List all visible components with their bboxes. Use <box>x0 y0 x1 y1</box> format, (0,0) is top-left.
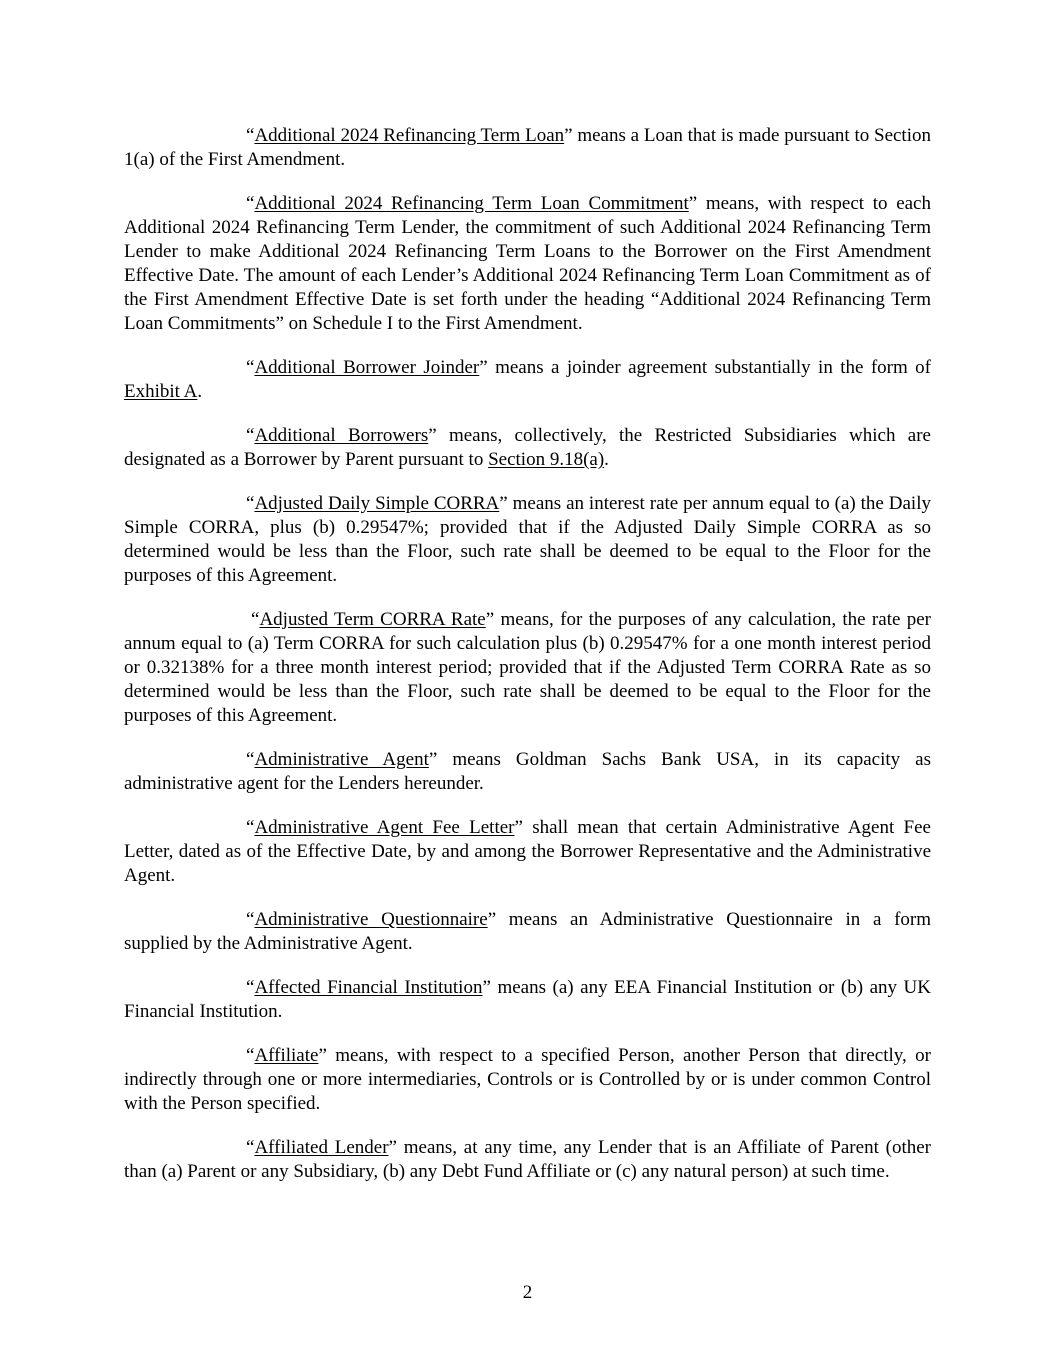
defined-term: Administrative Questionnaire <box>254 909 488 930</box>
open-quote: “ <box>246 493 255 514</box>
defined-term: Adjusted Term CORRA Rate <box>259 609 486 630</box>
open-quote: “ <box>246 1137 255 1158</box>
definition-additional-2024-refinancing-term-loan <box>124 124 931 172</box>
definition-text: means (a) any EEA Financial Institution or (b) any UK Financial Institution. <box>124 977 931 1022</box>
definition-additional-2024-refinancing-term-loan-commitment <box>124 192 931 336</box>
defined-term: Administrative Agent <box>254 749 429 770</box>
definition-text: means an interest rate per annum equal to (a) the Daily Simple CORRA, plus (b) 0.29547%; provided that if the Adjusted Daily Simple CORRA as so determined would be less than the Floor, such rate shall be deemed to be equal to the Floor for the purposes of this Agreement. <box>124 493 931 586</box>
defined-term: Affiliated Lender <box>254 1137 389 1158</box>
close-quote: ” <box>482 977 491 998</box>
definition-affiliate <box>124 1044 931 1116</box>
open-quote: “ <box>246 977 255 998</box>
definition-administrative-questionnaire <box>124 908 931 956</box>
definition-text: means, with respect to each Additional 2024 Refinancing Term Lender, the commitment of such Additional 2024 Refinancing Term Lender to make Additional 2024 Refinancing Term Loans to the Borrower on the First Amendment Effective Date. The amount of each Lender’s Additional 2024 Refinancing Term Loan Commitment as of the First Amendment Effective Date is set forth under the heading “Additional 2024 Refinancing Term Loan Commitments” on Schedule I to the First Amendment. <box>124 193 931 334</box>
close-quote: ” <box>564 125 573 146</box>
defined-term: Additional 2024 Refinancing Term Loan <box>254 125 565 146</box>
open-quote: “ <box>251 609 260 630</box>
defined-term: Additional 2024 Refinancing Term Loan Commitment <box>254 193 689 214</box>
open-quote: “ <box>246 1045 255 1066</box>
definition-text: means, with respect to a specified Person, another Person that directly, or indirectly through one or more intermediaries, Controls or is Controlled by or is under common Control with the Person specified. <box>124 1045 931 1114</box>
defined-term: Affected Financial Institution <box>254 977 483 998</box>
close-quote: ” <box>688 193 698 214</box>
close-quote: ” <box>514 817 523 838</box>
definition-text: means an Administrative Questionnaire in a form supplied by the Administrative Agent. <box>124 909 931 954</box>
close-quote: ” <box>485 609 495 630</box>
page-number: 2 <box>522 1282 533 1303</box>
definition-text: means, for the purposes of any calculation, the rate per annum equal to (a) Term CORRA for such calculation plus (b) 0.29547% for a one month interest period or 0.32138% for a three month interest period; provided that if the Adjusted Term CORRA Rate as so determined would be less than the Floor, such rate shall be deemed to be equal to the Floor for the purposes of this Agreement. <box>124 609 931 726</box>
open-quote: “ <box>246 817 255 838</box>
definition-text: shall mean that certain Administrative Agent Fee Letter, dated as of the Effective Date, by and among the Borrower Representative and the Administrative Agent. <box>124 817 931 886</box>
definition-text-end: . <box>197 381 203 402</box>
exhibit-reference: Exhibit A <box>124 381 198 402</box>
open-quote: “ <box>246 909 255 930</box>
open-quote: “ <box>246 193 255 214</box>
definition-text-end: . <box>604 449 609 470</box>
document-body <box>124 124 931 1204</box>
definition-additional-borrower-joinder <box>124 356 931 404</box>
definition-administrative-agent <box>124 748 931 796</box>
definition-administrative-agent-fee-letter <box>124 816 931 888</box>
definition-text: means Goldman Sachs Bank USA, in its capacity as administrative agent for the Lenders hereunder. <box>124 749 931 794</box>
close-quote: ” <box>479 357 488 378</box>
open-quote: “ <box>246 425 255 446</box>
close-quote: ” <box>487 909 497 930</box>
defined-term: Adjusted Daily Simple CORRA <box>254 493 500 514</box>
open-quote: “ <box>246 749 255 770</box>
definition-adjusted-term-corra-rate <box>124 608 931 728</box>
close-quote: ” <box>318 1045 327 1066</box>
definition-affiliated-lender <box>124 1136 931 1184</box>
definition-text: means, collectively, the Restricted Subsidiaries which are designated as a Borrower by Parent pursuant to <box>124 425 931 470</box>
definition-text: means a joinder agreement substantially in the form of <box>487 357 931 378</box>
definition-text: means, at any time, any Lender that is an Affiliate of Parent (other than (a) Parent or any Subsidiary, (b) any Debt Fund Affiliate or (c) any natural person) at such time. <box>124 1137 931 1182</box>
definition-affected-financial-institution <box>124 976 931 1024</box>
defined-term: Administrative Agent Fee Letter <box>254 817 515 838</box>
close-quote: ” <box>388 1137 397 1158</box>
open-quote: “ <box>246 125 255 146</box>
definition-additional-borrowers <box>124 424 931 472</box>
definition-text: means a Loan that is made pursuant to Section 1(a) of the First Amendment. <box>124 125 931 170</box>
open-quote: “ <box>246 357 255 378</box>
close-quote: ” <box>428 749 438 770</box>
close-quote: ” <box>499 493 508 514</box>
defined-term: Additional Borrower Joinder <box>254 357 480 378</box>
section-reference: Section 9.18(a) <box>488 449 605 470</box>
defined-term: Additional Borrowers <box>254 425 429 446</box>
definition-adjusted-daily-simple-corra <box>124 492 931 588</box>
close-quote: ” <box>428 425 437 446</box>
defined-term: Affiliate <box>254 1045 319 1066</box>
